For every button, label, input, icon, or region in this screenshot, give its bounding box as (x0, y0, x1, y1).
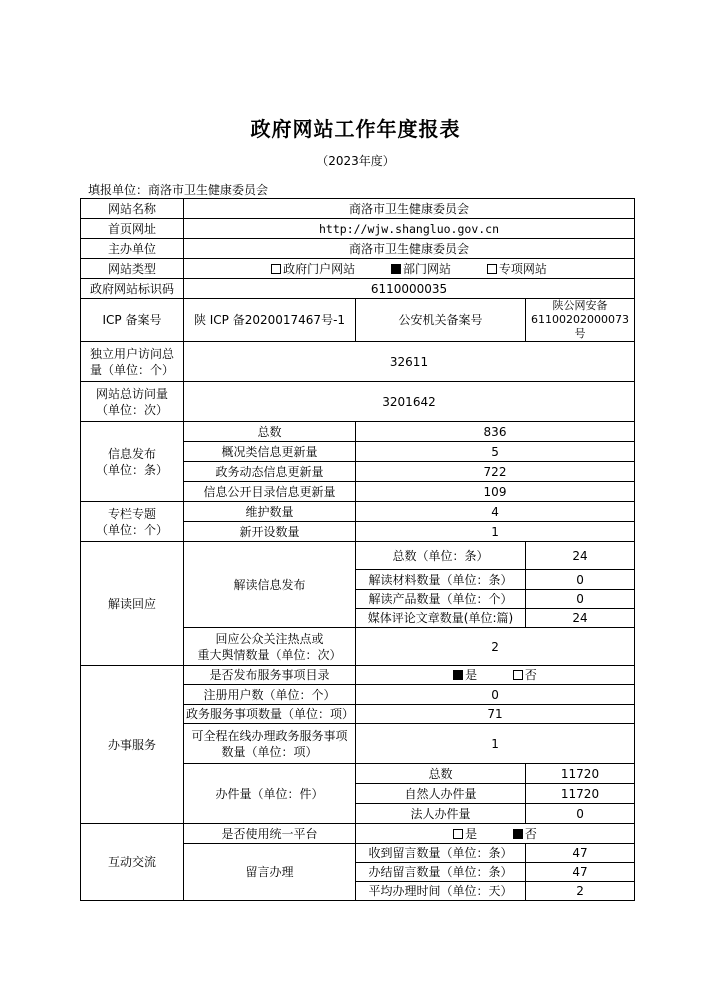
column-new-label: 新开设数量 (184, 522, 356, 542)
interpret-total-value: 24 (526, 542, 635, 570)
site-type-label: 网站类型 (81, 259, 184, 279)
info-dynamic-value: 722 (356, 462, 635, 482)
checkbox-checked-icon (513, 829, 523, 839)
uv-label-line1: 独立用户访问总 (89, 346, 174, 361)
interpret-hot-line1: 回应公众关注热点或 (215, 631, 324, 646)
checkbox-icon (487, 264, 497, 274)
message-done-label: 办结留言数量（单位：条） (356, 863, 526, 882)
service-catalog-options (356, 666, 635, 685)
interpret-material-label: 解读材料数量（单位：条） (356, 570, 526, 590)
column-label-line1: 专栏专题 (107, 506, 156, 521)
platform-option-no (513, 826, 537, 842)
pv-label-line2: （单位：次） (95, 402, 168, 417)
column-new-value: 1 (356, 522, 635, 542)
police-label: 公安机关备案号 (356, 299, 526, 342)
pv-label-line1: 网站总访问量 (95, 386, 168, 401)
host-value: 商洛市卫生健康委员会 (184, 239, 635, 259)
interpret-material-value: 0 (526, 570, 635, 590)
service-online-line1: 可全程在线办理政务服务事项 (191, 728, 348, 743)
police-value-line1: 陕公网安备 (552, 299, 608, 312)
service-online-line2: 数量（单位：项） (221, 744, 318, 759)
filler-value: 商洛市卫生健康委员会 (148, 183, 269, 197)
interpret-hot-line2: 重大舆情数量（单位：次） (197, 647, 342, 662)
site-id-value: 6110000035 (184, 279, 635, 299)
filler-unit (88, 181, 268, 198)
message-avg-label: 平均办理时间（单位：天） (356, 882, 526, 901)
page-title: 政府网站工作年度报表 (250, 117, 461, 141)
catalog-option-no (513, 667, 537, 683)
type-option-label: 专项网站 (498, 261, 547, 276)
site-name-label: 网站名称 (81, 199, 184, 219)
checkbox-icon (271, 264, 281, 274)
site-id-label: 政府网站标识码 (81, 279, 184, 299)
interpret-hot-label (184, 628, 356, 666)
volume-legal-label: 法人办件量 (356, 804, 526, 824)
service-items-label: 政务服务事项数量（单位：项） (184, 705, 356, 724)
service-online-value: 1 (356, 724, 635, 764)
interpret-hot-value: 2 (356, 628, 635, 666)
info-total-value: 836 (356, 422, 635, 442)
service-section-label: 办事服务 (81, 666, 184, 824)
service-users-value: 0 (356, 685, 635, 705)
service-users-label: 注册用户数（单位：个） (184, 685, 356, 705)
catalog-option-label: 否 (524, 668, 537, 682)
message-avg-value: 2 (526, 882, 635, 901)
uv-label (81, 342, 184, 382)
type-option-portal (271, 261, 355, 277)
info-catalog-label: 信息公开目录信息更新量 (184, 482, 356, 502)
report-year: （2023年度） (316, 154, 395, 168)
volume-total-label: 总数 (356, 764, 526, 784)
column-maintain-value: 4 (356, 502, 635, 522)
message-received-label: 收到留言数量（单位：条） (356, 844, 526, 863)
home-url-value: http://wjw.shangluo.gov.cn (184, 219, 635, 239)
checkbox-checked-icon (391, 264, 401, 274)
pv-value: 3201642 (184, 382, 635, 422)
type-option-label: 部门网站 (403, 261, 452, 276)
volume-total-value: 11720 (526, 764, 635, 784)
interpret-media-label: 媒体评论文章数量(单位:篇) (356, 609, 526, 628)
interaction-platform-options (356, 824, 635, 844)
platform-option-label: 否 (524, 826, 537, 841)
interaction-platform-label: 是否使用统一平台 (184, 824, 356, 844)
info-section-label (81, 422, 184, 502)
interaction-section-label: 互动交流 (81, 824, 184, 901)
type-option-special (487, 261, 547, 277)
catalog-option-yes (453, 667, 477, 683)
uv-value: 32611 (184, 342, 635, 382)
icp-label: ICP 备案号 (81, 299, 184, 342)
type-option-department (391, 261, 451, 277)
interpret-publish-label: 解读信息发布 (184, 542, 356, 628)
volume-natural-label: 自然人办件量 (356, 784, 526, 804)
site-name-value: 商洛市卫生健康委员会 (184, 199, 635, 219)
service-items-value: 71 (356, 705, 635, 724)
police-value-line2: 61100202000073号 (531, 313, 629, 340)
type-option-label: 政府门户网站 (283, 261, 356, 276)
column-label-line2: （单位：个） (95, 522, 168, 537)
volume-legal-value: 0 (526, 804, 635, 824)
message-received-value: 47 (526, 844, 635, 863)
info-label-line1: 信息发布 (107, 446, 156, 461)
interpret-product-label: 解读产品数量（单位：个） (356, 590, 526, 609)
platform-option-yes (453, 826, 477, 842)
message-done-value: 47 (526, 863, 635, 882)
interaction-message-label: 留言办理 (184, 844, 356, 901)
police-value (526, 299, 635, 342)
home-url-label: 首页网址 (81, 219, 184, 239)
interpret-section-label: 解读回应 (81, 542, 184, 666)
site-type-options (184, 259, 635, 279)
checkbox-icon (453, 829, 463, 839)
uv-label-line2: 量（单位：个） (89, 362, 174, 377)
report-table (80, 198, 635, 901)
icp-value: 陕 ICP 备2020017467号-1 (184, 299, 356, 342)
platform-option-label: 是 (465, 826, 478, 841)
info-total-label: 总数 (184, 422, 356, 442)
interpret-product-value: 0 (526, 590, 635, 609)
filler-label: 填报单位： (88, 183, 149, 197)
column-maintain-label: 维护数量 (184, 502, 356, 522)
catalog-option-label: 是 (465, 668, 478, 682)
service-volume-label: 办件量（单位：件） (184, 764, 356, 824)
service-online-label (184, 724, 356, 764)
service-catalog-label: 是否发布服务事项目录 (184, 666, 356, 685)
pv-label (81, 382, 184, 422)
info-dynamic-label: 政务动态信息更新量 (184, 462, 356, 482)
volume-natural-value: 11720 (526, 784, 635, 804)
checkbox-checked-icon (453, 670, 463, 680)
checkbox-icon (513, 670, 523, 680)
interpret-media-value: 24 (526, 609, 635, 628)
info-overview-value: 5 (356, 442, 635, 462)
interpret-total-label: 总数（单位：条） (356, 542, 526, 570)
info-catalog-value: 109 (356, 482, 635, 502)
host-label: 主办单位 (81, 239, 184, 259)
info-label-line2: （单位：条） (95, 462, 168, 477)
info-overview-label: 概况类信息更新量 (184, 442, 356, 462)
column-section-label (81, 502, 184, 542)
